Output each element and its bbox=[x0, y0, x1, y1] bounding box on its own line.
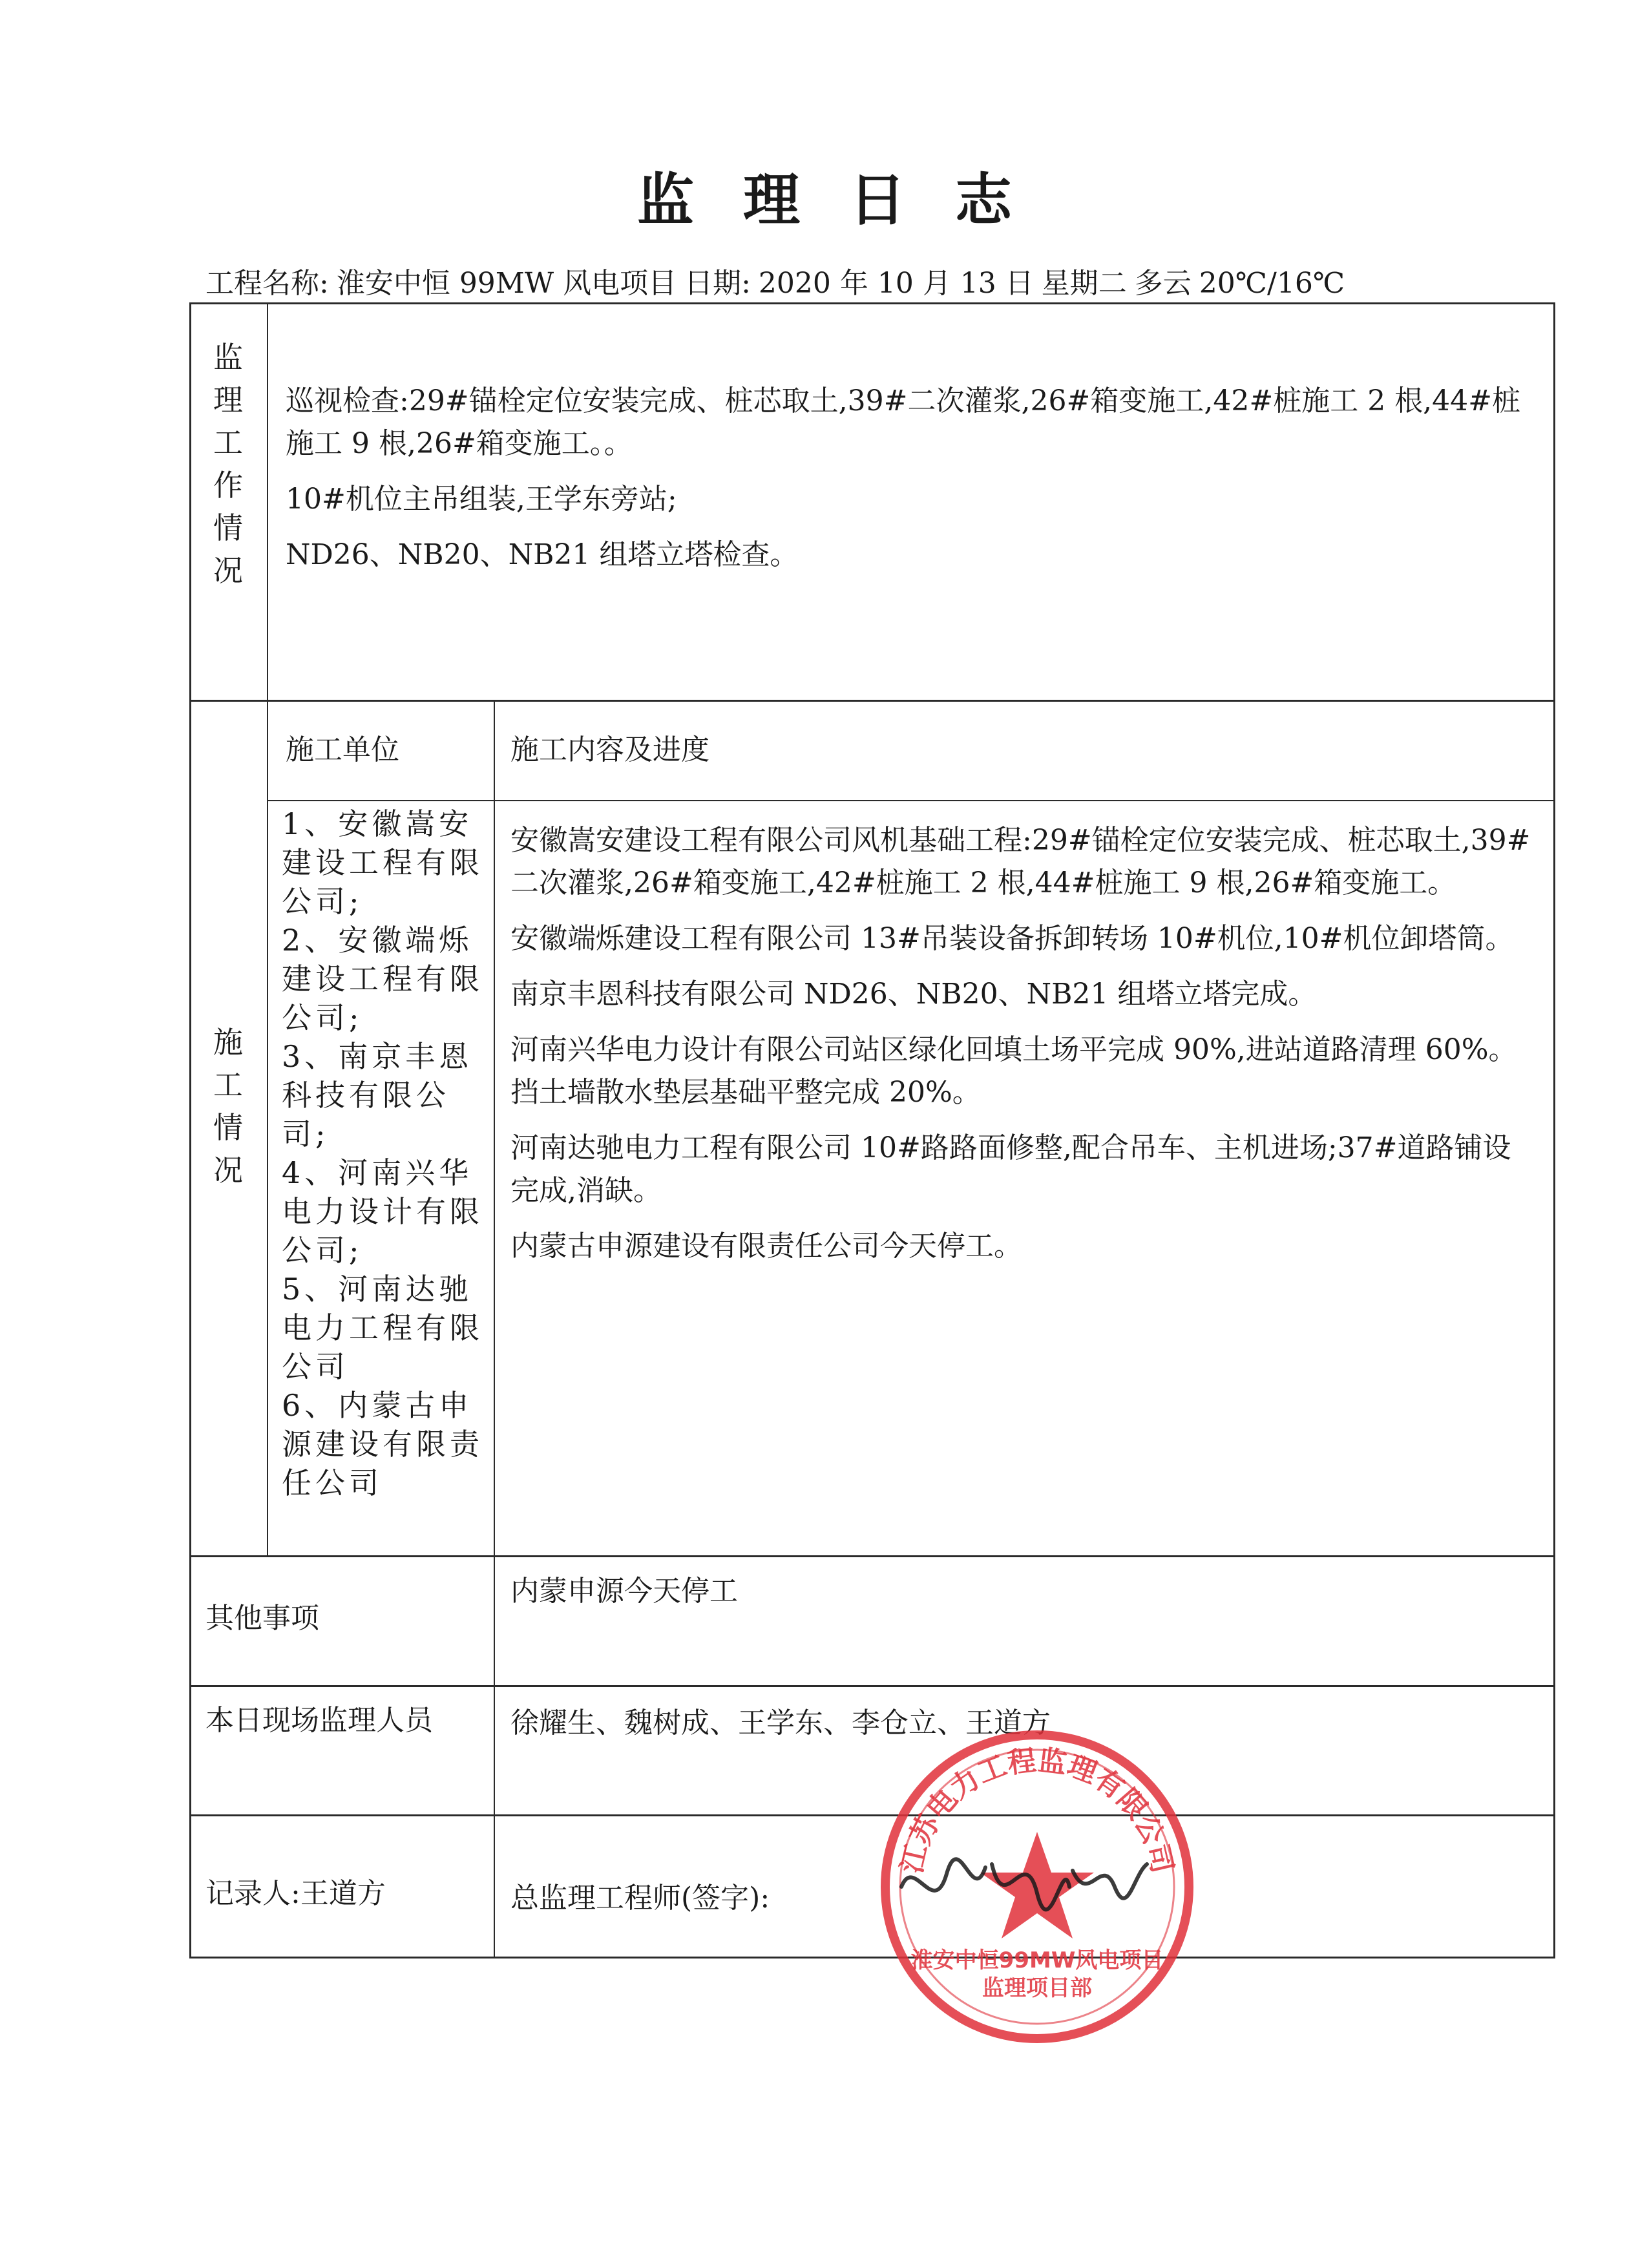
unit-item: 1、安徽嵩安建设工程有限公司; bbox=[282, 806, 483, 919]
row-divider bbox=[189, 700, 1555, 702]
other-label: 其他事项 bbox=[205, 1602, 319, 1635]
row-divider bbox=[189, 1685, 1555, 1687]
col-divider bbox=[494, 700, 495, 1958]
content-list bbox=[510, 819, 1538, 1281]
work-paragraph: 10#机位主吊组装,王学东旁站; bbox=[286, 483, 677, 516]
date-value: 2020 年 10 月 13 日 bbox=[758, 267, 1034, 300]
svg-text:监理项目部: 监理项目部 bbox=[982, 1975, 1092, 2001]
col-divider bbox=[267, 700, 268, 1555]
weather: 多云 bbox=[1134, 267, 1192, 300]
label-char: 监 bbox=[213, 340, 243, 375]
content-item: 安徽端烁建设工程有限公司 13#吊装设备拆卸转场 10#机位,10#机位卸塔筒。 bbox=[510, 922, 1514, 955]
row-divider bbox=[189, 1814, 1555, 1816]
svg-text:淮安中恒99MW风电项目: 淮安中恒99MW风电项目 bbox=[910, 1948, 1164, 1973]
row-divider bbox=[267, 800, 1555, 801]
construction-section-label bbox=[199, 1021, 257, 1192]
weekday: 星期二 bbox=[1041, 267, 1127, 300]
content-item: 南京丰恩科技有限公司 ND26、NB20、NB21 组塔立塔完成。 bbox=[510, 978, 1317, 1011]
content-item: 河南达驰电力工程有限公司 10#路路面修整,配合吊车、主机进场;37#道路铺设完成,消缺。 bbox=[510, 1131, 1511, 1207]
unit-item: 6、内蒙古申源建设有限责任公司 bbox=[282, 1388, 483, 1500]
row-divider bbox=[189, 1555, 1555, 1557]
title-char: 日 bbox=[849, 166, 907, 233]
label-char: 情 bbox=[213, 1110, 243, 1145]
unit-item: 2、安徽端烁建设工程有限公司; bbox=[282, 923, 483, 1035]
table-border-right bbox=[1553, 302, 1555, 1958]
label-char: 况 bbox=[213, 1153, 243, 1188]
chief-engineer-label: 总监理工程师(签字): bbox=[510, 1882, 770, 1915]
work-section-label bbox=[199, 336, 257, 592]
content-item: 河南兴华电力设计有限公司站区绿化回填土场平完成 90%,进站道路清理 60%。挡土墙散水垫层基础平整完成 20%。 bbox=[510, 1033, 1517, 1109]
title-char: 志 bbox=[955, 166, 1013, 233]
staff-value: 徐耀生、魏树成、王学东、李仓立、王道方 bbox=[510, 1706, 1051, 1739]
label-char: 情 bbox=[213, 510, 243, 545]
unit-list bbox=[282, 804, 486, 1502]
label-char: 作 bbox=[213, 468, 243, 503]
label-char: 施 bbox=[213, 1025, 243, 1060]
temperature: 20℃/16℃ bbox=[1199, 267, 1345, 300]
unit-column-header: 施工单位 bbox=[286, 733, 399, 766]
table-border-bottom bbox=[189, 1957, 1555, 1958]
recorder-label: 记录人:王道方 bbox=[205, 1877, 386, 1910]
label-char: 理 bbox=[213, 383, 243, 417]
content-item: 内蒙古申源建设有限责任公司今天停工。 bbox=[510, 1230, 1022, 1263]
unit-item: 4、河南兴华电力设计有限公司; bbox=[282, 1155, 483, 1268]
page-title bbox=[0, 155, 1649, 236]
work-paragraph: ND26、NB20、NB21 组塔立塔检查。 bbox=[286, 538, 799, 571]
title-char: 监 bbox=[636, 166, 694, 233]
label-char: 工 bbox=[213, 425, 243, 460]
date-label: 日期: bbox=[684, 267, 751, 300]
official-seal bbox=[876, 1725, 1199, 2048]
work-paragraph: 巡视检查:29#锚栓定位安装完成、桩芯取土,39#二次灌浆,26#箱变施工,42#桩施工 2 根,44#桩施工 9 根,26#箱变施工。。 bbox=[286, 384, 1521, 460]
project-label: 工程名称: bbox=[205, 267, 329, 300]
unit-item: 5、河南达驰电力工程有限公司 bbox=[282, 1272, 483, 1384]
table-border-left bbox=[189, 302, 191, 1958]
table-border-top bbox=[189, 302, 1555, 304]
title-char: 理 bbox=[742, 166, 800, 233]
col-divider bbox=[267, 302, 268, 700]
unit-item: 3、南京丰恩科技有限公司; bbox=[282, 1039, 473, 1151]
other-value: 内蒙申源今天停工 bbox=[510, 1575, 738, 1608]
label-char: 工 bbox=[213, 1067, 243, 1102]
content-column-header: 施工内容及进度 bbox=[510, 733, 709, 766]
log-header bbox=[205, 260, 1352, 301]
work-content bbox=[286, 380, 1536, 589]
project-name: 淮安中恒 99MW 风电项目 bbox=[336, 267, 677, 300]
content-item: 安徽嵩安建设工程有限公司风机基础工程:29#锚栓定位安装完成、桩芯取土,39#二次灌浆,26#箱变施工,42#桩施工 2 根,44#桩施工 9 根,26#箱变施工。 bbox=[510, 824, 1531, 899]
svg-text:江苏电力工程监理有限公司: 江苏电力工程监理有限公司 bbox=[895, 1743, 1179, 1876]
staff-label: 本日现场监理人员 bbox=[205, 1704, 433, 1737]
label-char: 况 bbox=[213, 553, 243, 588]
